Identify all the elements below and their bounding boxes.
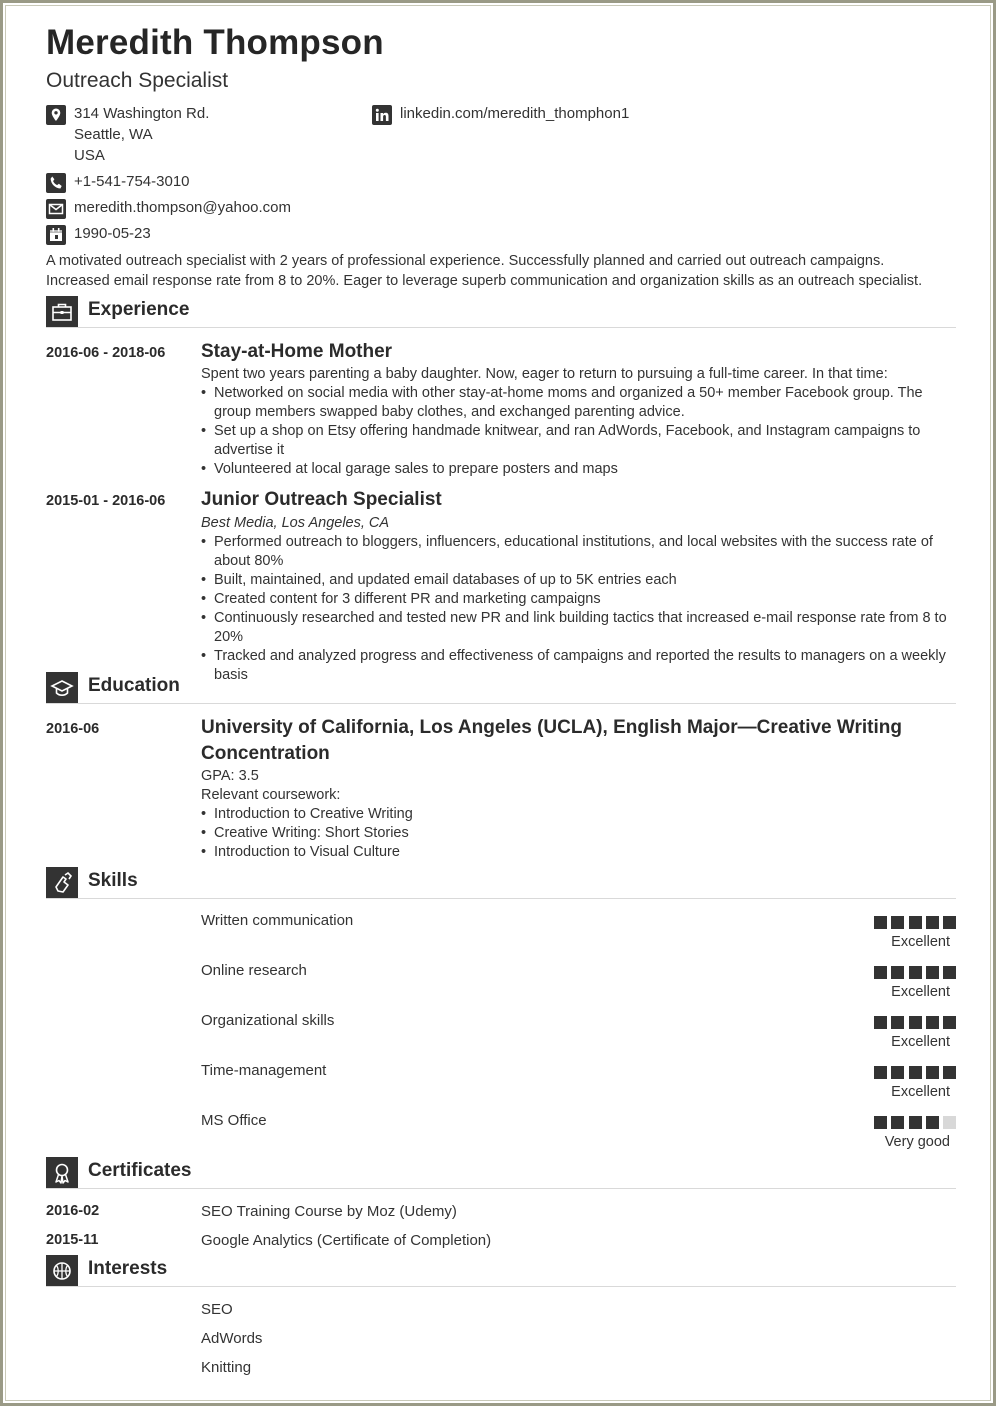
skill-level: Very good <box>884 1134 950 1150</box>
list-item: • Volunteered at local garage sales to prepare posters and maps <box>201 460 953 479</box>
hand-tool-icon <box>46 867 78 899</box>
rating-square-filled <box>891 1016 904 1029</box>
basketball-icon <box>46 1255 78 1287</box>
rating-square-filled <box>891 966 904 979</box>
job-bullets <box>201 533 953 685</box>
list-item: • Networked on social media with other stay-at-home moms and organized a 50+ member Facebook group. The group members swapped baby clothes, and exchanged parenting advice. <box>201 384 953 422</box>
rating-square-filled <box>926 966 939 979</box>
certificate-name: Google Analytics (Certificate of Completion) <box>201 1232 492 1249</box>
skill-rating <box>874 1016 956 1029</box>
education-date: 2016-06 <box>46 721 100 737</box>
address-line: Seattle, WA <box>74 126 153 143</box>
experience-section-header <box>46 296 956 328</box>
job-dates: 2016-06 - 2018-06 <box>46 345 166 361</box>
rating-square-filled <box>909 966 922 979</box>
rating-square-filled <box>874 1066 887 1079</box>
interest-item: SEO <box>201 1301 233 1318</box>
list-item: • Created content for 3 different PR and marketing campaigns <box>201 590 953 609</box>
address-line: USA <box>74 147 105 164</box>
skill-name: MS Office <box>201 1112 267 1129</box>
skill-level: Excellent <box>891 1084 950 1100</box>
list-item: • Set up a shop on Etsy offering handmade knitwear, and ran AdWords, Facebook, and Instagram campaigns to advertise it <box>201 422 953 460</box>
section-divider <box>46 1188 956 1189</box>
skill-name: Online research <box>201 962 307 979</box>
list-item: • Introduction to Visual Culture <box>201 843 953 862</box>
email-address[interactable]: meredith.thompson@yahoo.com <box>74 199 292 216</box>
rating-square-filled <box>943 916 956 929</box>
skill-rating <box>874 1116 956 1129</box>
degree-title: University of California, Los Angeles (UCLA), English Major—Creative Writing Concentration <box>201 717 902 764</box>
phone-number[interactable]: +1-541-754-3010 <box>74 173 190 190</box>
skill-rating <box>874 916 956 929</box>
rating-square-filled <box>891 916 904 929</box>
job-title: Stay-at-Home Mother <box>201 341 393 362</box>
job-title: Junior Outreach Specialist <box>201 489 442 510</box>
section-title: Education <box>88 675 180 696</box>
section-title: Certificates <box>88 1160 192 1181</box>
list-item: • Built, maintained, and updated email databases of up to 5K entries each <box>201 571 953 590</box>
rating-square-filled <box>874 1016 887 1029</box>
candidate-name: Meredith Thompson <box>46 23 384 62</box>
profile-summary: A motivated outreach specialist with 2 years of professional experience. Successfully planned and carried out outreach campaigns. Increased email response rate from 8 to 20%. Eager to leverage superb communication and organization skills as an outreach specialist. <box>46 253 923 289</box>
rating-square-filled <box>943 1016 956 1029</box>
list-item: • Creative Writing: Short Stories <box>201 824 953 843</box>
list-item: • Tracked and analyzed progress and effectiveness of campaigns and reported the results to managers on a weekly basis <box>201 647 953 685</box>
skill-rating <box>874 966 956 979</box>
rating-square-filled <box>909 1016 922 1029</box>
coursework-list <box>201 805 953 862</box>
list-item: • Continuously researched and tested new PR and link building tactics that increased e-mail response rate from 8 to 20% <box>201 609 953 647</box>
rating-square-filled <box>909 1116 922 1129</box>
rating-square-filled <box>943 966 956 979</box>
skills-section-header <box>46 867 956 899</box>
rating-square-filled <box>909 1066 922 1079</box>
section-title: Interests <box>88 1258 168 1279</box>
phone-icon <box>46 173 66 193</box>
rating-square-filled <box>943 1066 956 1079</box>
candidate-title: Outreach Specialist <box>46 69 229 92</box>
list-item: • Introduction to Creative Writing <box>201 805 953 824</box>
rating-square-filled <box>926 1066 939 1079</box>
skill-name: Written communication <box>201 912 354 929</box>
certificates-section-header <box>46 1157 956 1189</box>
skill-name: Time-management <box>201 1062 327 1079</box>
certificate-date: 2016-02 <box>46 1203 100 1219</box>
address <box>74 103 209 166</box>
rating-square-empty <box>943 1116 956 1129</box>
rating-square-filled <box>926 1116 939 1129</box>
education-section-header <box>46 672 956 704</box>
coursework-label: Relevant coursework: <box>201 787 341 803</box>
rating-square-filled <box>874 966 887 979</box>
linkedin-icon <box>372 105 392 125</box>
rating-square-filled <box>891 1116 904 1129</box>
graduation-cap-icon <box>46 672 78 704</box>
skill-level: Excellent <box>891 934 950 950</box>
section-divider <box>46 1286 956 1287</box>
envelope-icon <box>46 199 66 219</box>
job-intro: Spent two years parenting a baby daughter. Now, eager to return to pursuing a full-time career. In that time: <box>201 366 888 382</box>
briefcase-icon <box>46 296 78 328</box>
skill-level: Excellent <box>891 984 950 1000</box>
section-divider <box>46 898 956 899</box>
section-title: Skills <box>88 870 138 891</box>
gpa: GPA: 3.5 <box>201 768 259 784</box>
job-company: Best Media, Los Angeles, CA <box>201 515 390 531</box>
rating-square-filled <box>874 916 887 929</box>
job-dates: 2015-01 - 2016-06 <box>46 493 166 509</box>
certificate-date: 2015-11 <box>46 1232 99 1248</box>
section-title: Experience <box>88 299 190 320</box>
rating-square-filled <box>891 1066 904 1079</box>
location-pin-icon <box>46 105 66 125</box>
interests-section-header <box>46 1255 956 1287</box>
rating-square-filled <box>926 916 939 929</box>
interest-item: AdWords <box>201 1330 263 1347</box>
section-divider <box>46 703 956 704</box>
certificate-name: SEO Training Course by Moz (Udemy) <box>201 1203 457 1220</box>
section-divider <box>46 327 956 328</box>
list-item: • Performed outreach to bloggers, influencers, educational institutions, and local websites with the success rate of about 80% <box>201 533 953 571</box>
skill-name: Organizational skills <box>201 1012 335 1029</box>
skill-rating <box>874 1066 956 1079</box>
award-ribbon-icon <box>46 1157 78 1189</box>
rating-square-filled <box>926 1016 939 1029</box>
job-bullets <box>201 384 953 479</box>
calendar-icon <box>46 225 66 245</box>
linkedin-link[interactable]: linkedin.com/meredith_thomphon1 <box>400 105 630 122</box>
rating-square-filled <box>874 1116 887 1129</box>
skill-level: Excellent <box>891 1034 950 1050</box>
interest-item: Knitting <box>201 1359 252 1376</box>
rating-square-filled <box>909 916 922 929</box>
birth-date: 1990-05-23 <box>74 225 151 242</box>
address-line: 314 Washington Rd. <box>74 105 210 122</box>
